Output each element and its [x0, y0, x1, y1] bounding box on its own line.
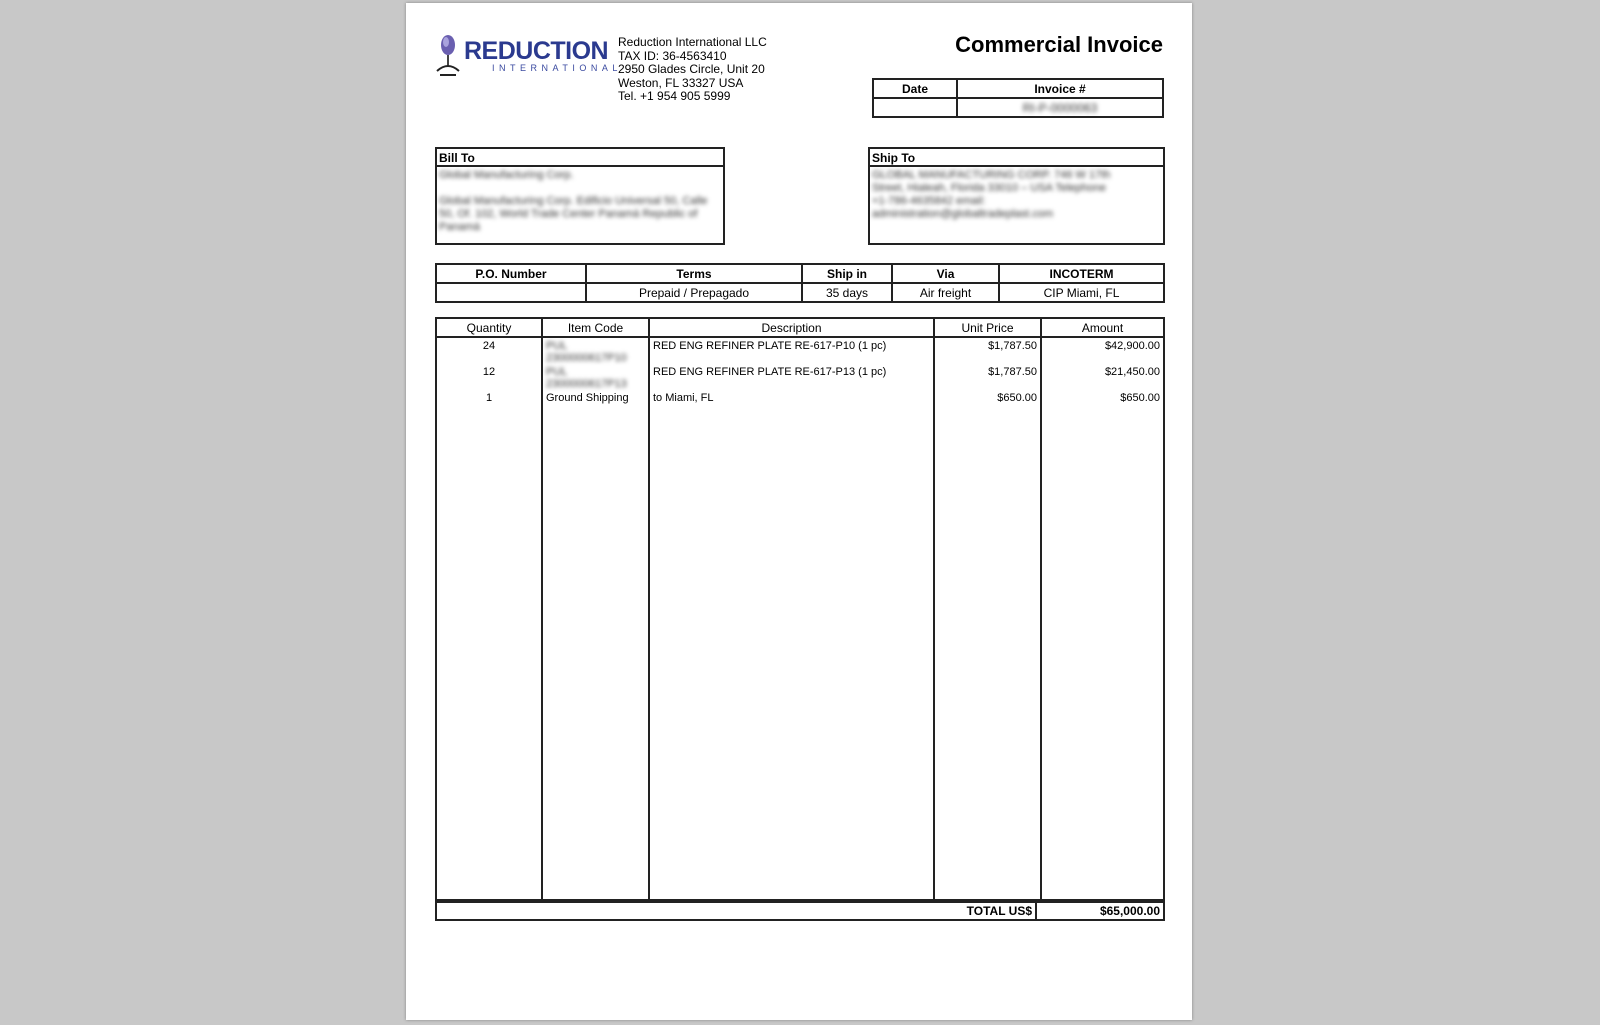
row-amount: $42,900.00 [1041, 337, 1164, 364]
total-value: $65,000.00 [1036, 902, 1164, 920]
via-value: Air freight [892, 283, 999, 302]
terms-table [435, 263, 1165, 303]
ship-to-address [870, 167, 1163, 223]
po-number-header: P.O. Number [436, 264, 586, 283]
company-phone: Tel. +1 954 905 5999 [618, 89, 731, 103]
line-items-table [435, 317, 1165, 901]
row-unit-price: $1,787.50 [934, 337, 1041, 364]
company-name: Reduction International LLC [618, 35, 767, 49]
description-header: Description [649, 318, 934, 337]
bill-to-line1: Global Manufacturing Corp. [439, 169, 574, 181]
document-title: Commercial Invoice [955, 32, 1163, 57]
company-info [618, 36, 767, 104]
ship-to-line4: administration@globaltradeplast.com [872, 208, 1054, 220]
table-row [436, 390, 1164, 406]
table-row [436, 364, 1164, 390]
ship-to-line2: Street, Hialeah, Florida 33010 – USA Telephone [872, 182, 1107, 194]
table-row [436, 337, 1164, 364]
row-unit-price: $650.00 [934, 390, 1041, 406]
row-quantity: 24 [436, 337, 542, 364]
bill-to-line3: 50, Of. 102, World Trade Center Panamá Republic of [439, 208, 698, 220]
item-code-text: PUL 2300000617P13 [546, 366, 627, 390]
ship-to-label: Ship To [870, 149, 1163, 167]
bill-to-line4: Panamá [439, 221, 480, 233]
microphone-icon [434, 31, 464, 79]
row-item-code: Ground Shipping [542, 390, 649, 406]
total-label: TOTAL US$ [436, 902, 1036, 920]
row-description: RED ENG REFINER PLATE RE-617-P13 (1 pc) [649, 364, 934, 390]
row-unit-price: $1,787.50 [934, 364, 1041, 390]
terms-value: Prepaid / Prepagado [586, 283, 802, 302]
logo-wordmark: REDUCTION [464, 37, 609, 65]
bill-to-label: Bill To [437, 149, 723, 167]
item-code-header: Item Code [542, 318, 649, 337]
row-quantity: 12 [436, 364, 542, 390]
invoice-page [406, 3, 1192, 1020]
row-description: RED ENG REFINER PLATE RE-617-P10 (1 pc) [649, 337, 934, 364]
row-item-code [542, 337, 649, 364]
logo-subtitle: INTERNATIONAL [492, 63, 622, 73]
terms-header: Terms [586, 264, 802, 283]
invoice-number-value [957, 98, 1163, 117]
bill-to-address [437, 167, 723, 236]
po-number-value [436, 283, 586, 302]
company-logo [434, 31, 622, 79]
row-item-code [542, 364, 649, 390]
date-value [873, 98, 957, 117]
company-tax-id: TAX ID: 36-4563410 [618, 48, 727, 63]
ship-to-line1: GLOBAL MANUFACTURING CORP. 746 W 17th [872, 169, 1111, 181]
company-address-line1: 2950 Glades Circle, Unit 20 [618, 62, 765, 76]
date-header: Date [873, 79, 957, 98]
table-filler-row [436, 406, 1164, 900]
incoterm-header: INCOTERM [999, 264, 1164, 283]
ship-to-box [868, 147, 1165, 245]
total-table [435, 901, 1165, 921]
ship-in-value: 35 days [802, 283, 892, 302]
unit-price-header: Unit Price [934, 318, 1041, 337]
ship-in-header: Ship in [802, 264, 892, 283]
ship-to-line3: +1-786-4635842 email: [872, 195, 986, 207]
invoice-number-text: RI-P-0000063 [1022, 100, 1098, 115]
row-quantity: 1 [436, 390, 542, 406]
invoice-meta-table [872, 78, 1164, 118]
incoterm-value: CIP Miami, FL [999, 283, 1164, 302]
via-header: Via [892, 264, 999, 283]
amount-header: Amount [1041, 318, 1164, 337]
row-description: to Miami, FL [649, 390, 934, 406]
row-amount: $650.00 [1041, 390, 1164, 406]
company-address-line2: Weston, FL 33327 USA [618, 75, 744, 90]
invoice-number-header: Invoice # [957, 79, 1163, 98]
row-amount: $21,450.00 [1041, 364, 1164, 390]
bill-to-box [435, 147, 725, 245]
bill-to-line2: Global Manufacturing Corp. Edificio Universal 50, Calle [439, 195, 708, 207]
quantity-header: Quantity [436, 318, 542, 337]
item-code-text: PUL 2300000617P10 [546, 340, 627, 364]
